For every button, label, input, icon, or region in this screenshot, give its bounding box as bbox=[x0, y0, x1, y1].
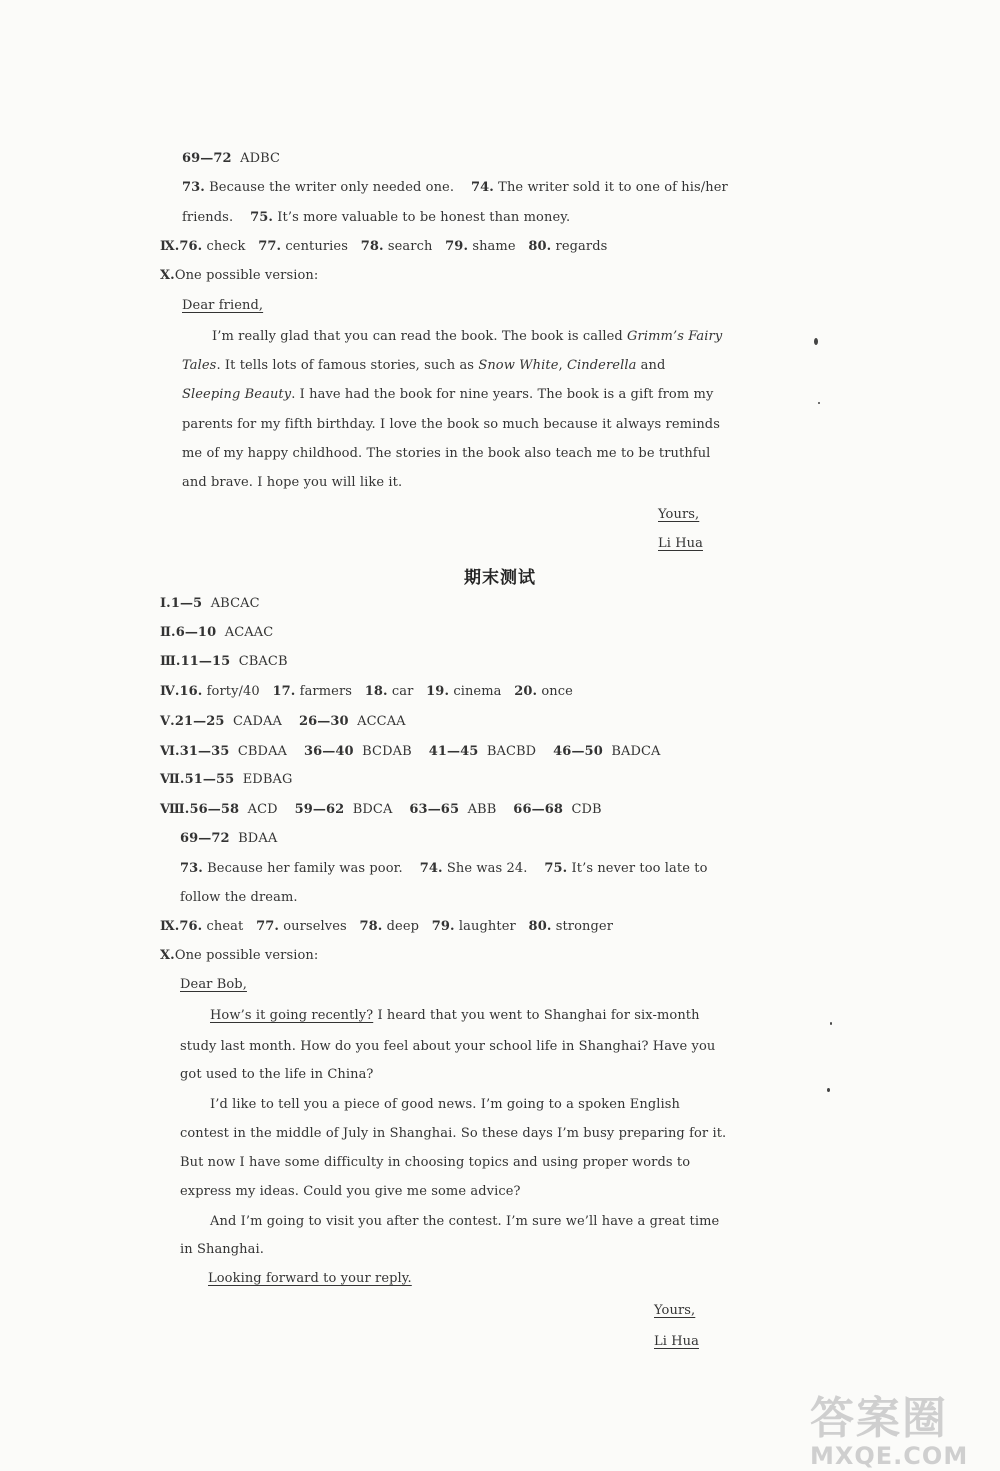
scan-speck bbox=[814, 338, 818, 345]
final-letter-line-3: got used to the life in China? bbox=[180, 1067, 374, 1082]
letter-closing: Yours, bbox=[658, 507, 700, 522]
letter-body-line-6: and brave. I hope you will like it. bbox=[182, 475, 403, 490]
final-row-3: Ⅲ.11—15 CBACB bbox=[160, 654, 288, 669]
final-letter-line-7: express my ideas. Could you give me some advice? bbox=[180, 1184, 521, 1199]
final-letter-line-6: But now I have some difficulty in choosing topics and using proper words to bbox=[180, 1155, 691, 1170]
final-answer-line-73-75: 73. Because her family was poor. 74. She was 24. 75. It’s never too late to bbox=[180, 861, 708, 876]
final-section-ix-words: Ⅸ.76. cheat 77. ourselves 78. deep 79. laughter 80. stronger bbox=[160, 919, 614, 934]
section-x-intro: Ⅹ.One possible version: bbox=[160, 268, 319, 283]
section-ix-words: Ⅸ.76. check 77. centuries 78. search 79. shame 80. regards bbox=[160, 239, 608, 254]
letter-body-line-5: me of my happy childhood. The stories in the book also teach me to be truthful bbox=[182, 446, 711, 461]
scan-speck bbox=[818, 402, 820, 404]
final-letter-greeting: Dear Bob, bbox=[180, 977, 247, 992]
final-answer-line-75-cont: follow the dream. bbox=[180, 890, 298, 905]
letter-body-line-4: parents for my fifth birthday. I love the book so much because it always reminds bbox=[182, 417, 720, 432]
letter-greeting: Dear friend, bbox=[182, 298, 264, 313]
answer-line-69-72: 69—72 ADBC bbox=[182, 151, 281, 166]
final-row-6: Ⅵ.31—35 CBDAA 36—40 BCDAB 41—45 BACBD 46—50 BADCA bbox=[160, 744, 661, 759]
final-row-7: Ⅶ.51—55 EDBAG bbox=[160, 772, 293, 787]
final-letter-line-2: study last month. How do you feel about your school life in Shanghai? Have you bbox=[180, 1039, 716, 1054]
letter-body-line-1: I’m really glad that you can read the book. The book is called Grimm’s Fairy bbox=[212, 329, 723, 344]
final-letter-line-5: contest in the middle of July in Shanghai. So these days I’m busy preparing for it. bbox=[180, 1126, 727, 1141]
final-row-8: Ⅷ.56—58 ACD 59—62 BDCA 63—65 ABB 66—68 CDB bbox=[160, 802, 602, 817]
final-row-5: Ⅴ.21—25 CADAA 26—30 ACCAA bbox=[160, 714, 406, 729]
final-row-1: Ⅰ.1—5 ABCAC bbox=[160, 596, 260, 611]
scan-speck bbox=[830, 1022, 832, 1025]
final-row-2: Ⅱ.6—10 ACAAC bbox=[160, 625, 274, 640]
answer-line-74-75: friends. 75. It’s more valuable to be honest than money. bbox=[182, 210, 571, 225]
watermark-logo: 答案圈 MXQE.COM bbox=[810, 1393, 969, 1470]
scan-speck bbox=[827, 1088, 830, 1092]
final-answer-line-69-72: 69—72 BDAA bbox=[180, 831, 278, 846]
final-letter-signature: Li Hua bbox=[654, 1334, 699, 1349]
answer-line-73-74: 73. Because the writer only needed one. 74. The writer sold it to one of his/her bbox=[182, 180, 728, 195]
final-letter-line-8: And I’m going to visit you after the contest. I’m sure we’ll have a great time bbox=[210, 1214, 720, 1229]
section-heading: 期末测试 bbox=[464, 568, 536, 588]
letter-body-line-2: Tales. It tells lots of famous stories, such as Snow White, Cinderella and bbox=[182, 358, 666, 373]
final-letter-line-9: in Shanghai. bbox=[180, 1242, 264, 1257]
final-row-4: Ⅳ.16. forty/40 17. farmers 18. car 19. cinema 20. once bbox=[160, 684, 573, 699]
final-letter-line-10: Looking forward to your reply. bbox=[208, 1271, 412, 1286]
final-letter-closing: Yours, bbox=[654, 1303, 696, 1318]
final-letter-line-1: How’s it going recently? I heard that you went to Shanghai for six-month bbox=[210, 1008, 700, 1023]
final-section-x-intro: Ⅹ.One possible version: bbox=[160, 948, 319, 963]
letter-body-line-3: Sleeping Beauty. I have had the book for nine years. The book is a gift from my bbox=[182, 387, 714, 402]
letter-signature: Li Hua bbox=[658, 536, 703, 551]
final-letter-line-4: I’d like to tell you a piece of good news. I’m going to a spoken English bbox=[210, 1097, 681, 1112]
